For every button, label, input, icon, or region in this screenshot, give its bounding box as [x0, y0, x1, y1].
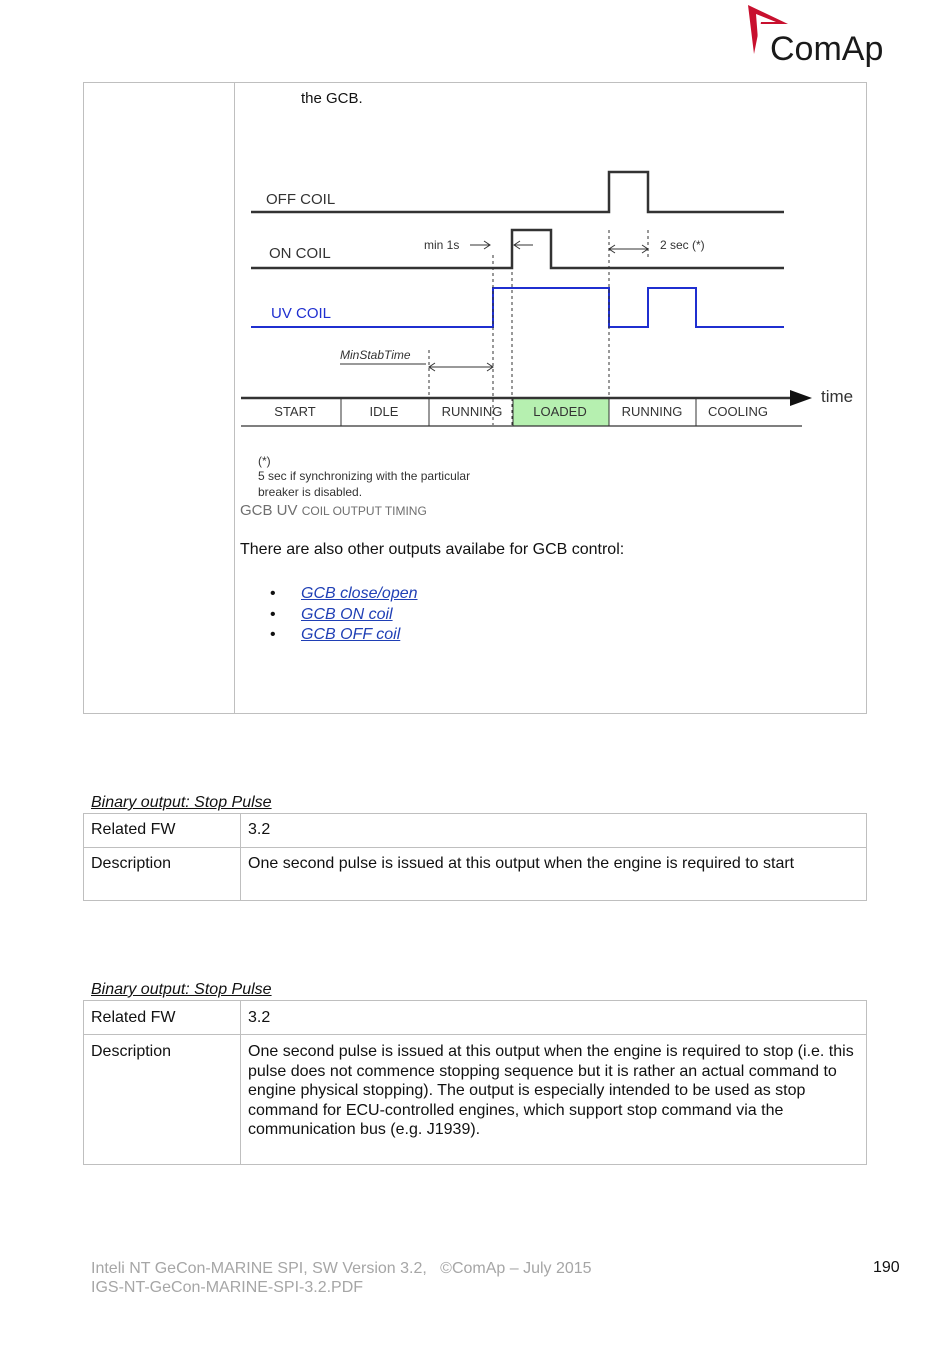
- row-value: One second pulse is issued at this output when the engine is required to stop (i.e. this pulse does not commence stopping sequence but it is rather an actual command to engine physical stopping). The output is especially intended to be used as stop command for ECU-controlled engines, which support stop command via the communication bus (e.g. J1939).: [241, 1035, 867, 1165]
- link-gcb-on-coil[interactable]: GCB ON coil: [301, 605, 393, 623]
- figure-caption: GCB UV COIL OUTPUT TIMING: [240, 502, 427, 519]
- table-row: [84, 1001, 867, 1035]
- table-row: [84, 848, 867, 901]
- table-row: [84, 814, 867, 848]
- two-sec-annotation: 2 sec (*): [660, 238, 705, 252]
- logo-text: ComAp: [770, 30, 884, 68]
- gcb-uv-coil-timing-diagram: [236, 160, 856, 505]
- on-coil-label: ON COIL: [269, 245, 331, 262]
- footer-document-info: [91, 1259, 592, 1297]
- uv-coil-label: UV COIL: [271, 305, 332, 322]
- state-idle: IDLE: [369, 404, 399, 419]
- table-column-divider: [234, 83, 235, 713]
- state-cooling: COOLING: [708, 404, 768, 419]
- footnote-marker: (*): [258, 454, 271, 468]
- state-loaded: LOADED: [533, 404, 587, 419]
- row-value: One second pulse is issued at this output when the engine is required to start: [241, 848, 867, 901]
- section-title: Binary output: Stop Pulse: [91, 794, 272, 811]
- parameter-table: [83, 1000, 867, 1165]
- list-item: • GCB close/open: [270, 585, 418, 602]
- outputs-paragraph: There are also other outputs availabe for GCB control:: [240, 541, 625, 558]
- row-label: Related FW: [84, 1001, 241, 1035]
- row-value: 3.2: [241, 814, 867, 848]
- page-number: 190: [873, 1259, 900, 1276]
- section-title: Binary output: Stop Pulse: [91, 981, 272, 998]
- minstabtime-annotation: MinStabTime: [340, 348, 411, 362]
- footnote-line-1: 5 sec if synchronizing with the particular: [258, 469, 471, 483]
- footer-line-1: Inteli NT GeCon-MARINE SPI, SW Version 3.2, ©ComAp – July 2015: [91, 1260, 592, 1277]
- link-gcb-off-coil[interactable]: GCB OFF coil: [301, 626, 401, 643]
- list-item: • GCB ON coil: [270, 605, 393, 623]
- state-running: RUNNING: [441, 404, 503, 419]
- footer-line-2: IGS-NT-GeCon-MARINE-SPI-3.2.PDF: [91, 1279, 364, 1296]
- row-label: Description: [84, 1035, 241, 1165]
- link-gcb-close-open[interactable]: GCB close/open: [301, 585, 418, 602]
- gcb-links-list: [270, 584, 418, 646]
- continued-text: the GCB.: [301, 90, 363, 107]
- row-value: 3.2: [241, 1001, 867, 1035]
- table-row: [84, 1035, 867, 1165]
- time-label: time: [821, 387, 854, 406]
- min1s-annotation: min 1s: [424, 238, 460, 252]
- state-running-2: RUNNING: [621, 404, 683, 419]
- list-item: • GCB OFF coil: [270, 626, 401, 643]
- row-label: Related FW: [84, 814, 241, 848]
- state-start: START: [274, 404, 316, 419]
- row-label: Description: [84, 848, 241, 901]
- off-coil-label: OFF COIL: [266, 191, 336, 208]
- footnote-line-2: breaker is disabled.: [258, 485, 363, 499]
- time-axis-arrow: [790, 390, 812, 406]
- parameter-table: [83, 813, 867, 901]
